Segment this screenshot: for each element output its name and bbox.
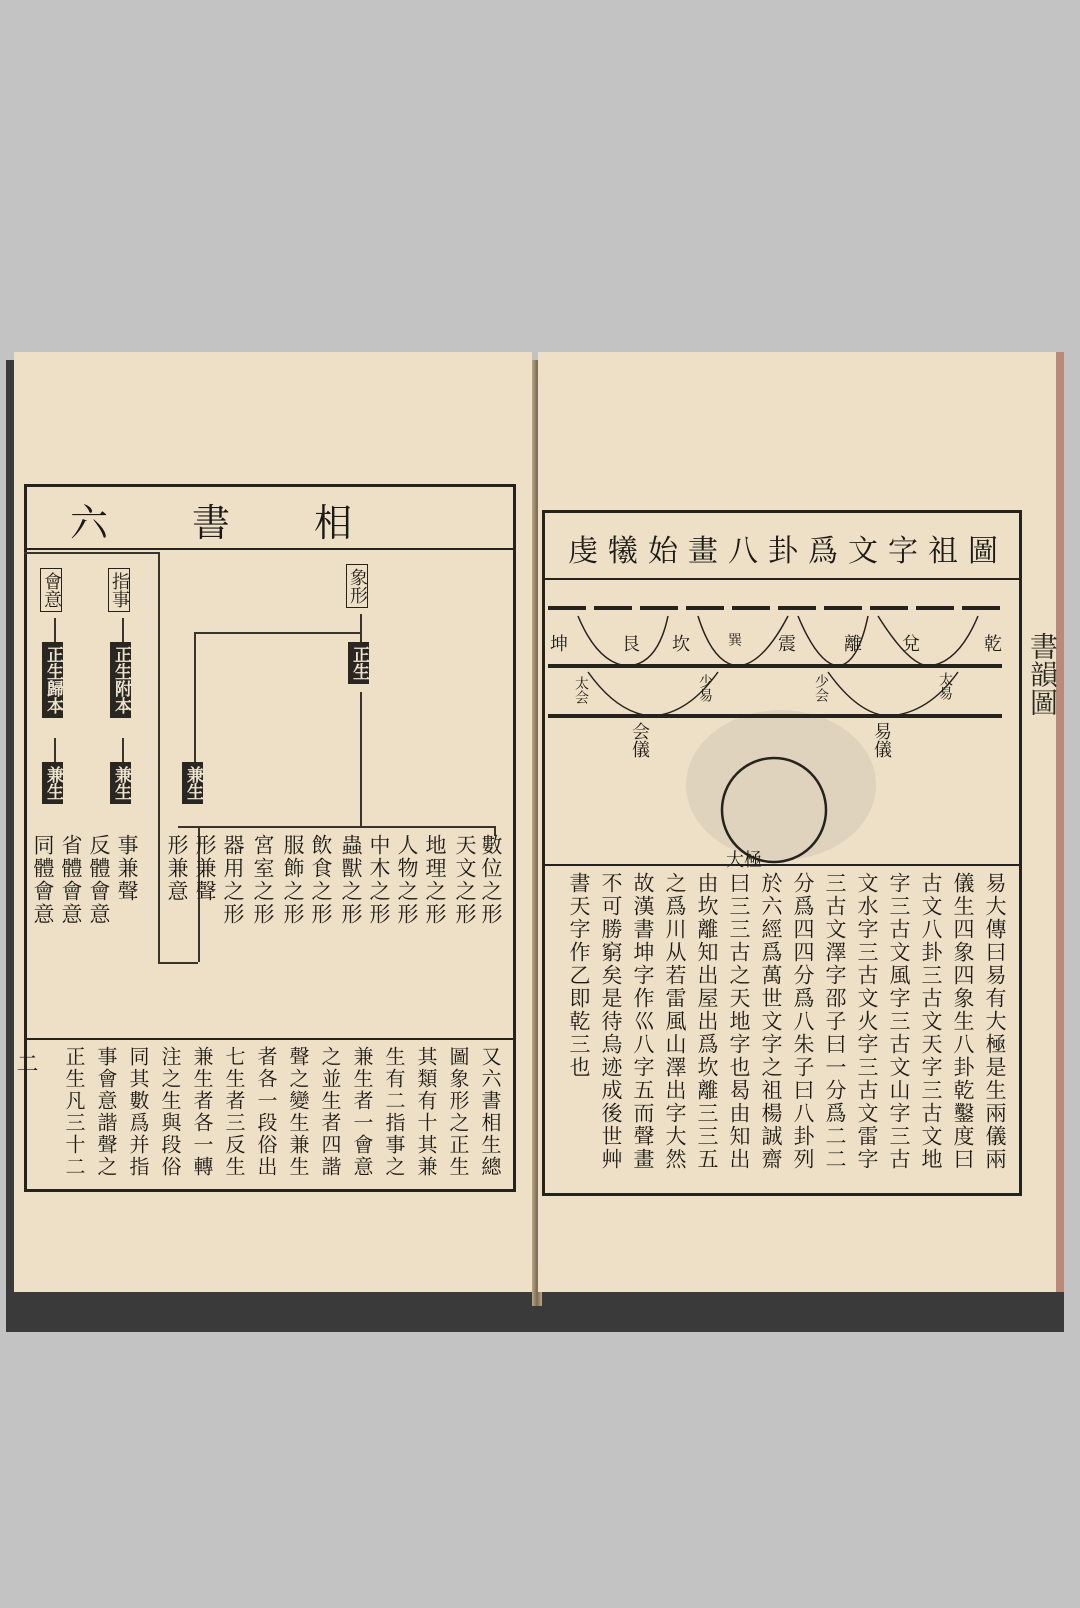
image-taiyi: 太易 — [937, 672, 953, 700]
text-column: 故漢書坤字作巛八字五而聲畫 — [631, 872, 655, 1171]
text-column: 儀生四象四象生八卦乾鑿度曰 — [951, 872, 975, 1171]
trigram-diagram — [538, 592, 1016, 864]
text-column: 書天字作乙即乾三也 — [567, 872, 591, 1079]
trigram-qian: 乾 — [984, 634, 1002, 655]
trigram-gen: 艮 — [622, 634, 640, 655]
column-text: 形兼聲 — [193, 834, 217, 903]
column-text: 蟲獸之形 — [339, 834, 363, 926]
left-page — [14, 352, 532, 1292]
text-column: 同其數爲并指 — [126, 1046, 150, 1178]
text-column: 事會意諧聲之 — [94, 1046, 118, 1178]
page-number: 二 — [13, 1052, 38, 1074]
trigram-kun: 坤 — [550, 634, 568, 655]
text-column: 圖象形之正生 — [446, 1046, 470, 1178]
huiyi-jian: 兼生 — [42, 762, 63, 804]
huiyi-col: 省體會意 — [59, 834, 83, 926]
text-column: 正生凡三十二 — [62, 1046, 86, 1178]
text-column: 古文八卦三古文天字三古文地 — [919, 872, 943, 1171]
zhishi-col: 事兼聲 — [115, 834, 139, 903]
text-column: 之並生者四諧 — [318, 1046, 342, 1178]
text-column: 於六經爲萬世文字之祖楊誠齋 — [759, 872, 783, 1171]
text-column: 文水字三古文火字三古文雷字 — [855, 872, 879, 1171]
text-column: 者各一段俗出 — [254, 1046, 278, 1178]
text-column: 字三古文風字三古文山字三古 — [887, 872, 911, 1171]
column-text: 器用之形 — [221, 834, 245, 926]
column-text: 數位之形 — [479, 834, 503, 926]
huiyi-label: 會意 — [40, 568, 62, 612]
text-column: 易大傳曰易有大極是生兩儀兩 — [983, 872, 1007, 1171]
right-page — [538, 352, 1059, 1292]
image-shaoyi: 少易 — [697, 674, 713, 702]
trigram-zhen: 震 — [778, 634, 796, 655]
huiyi-col: 同體會意 — [31, 834, 55, 926]
text-column: 分爲四四分爲八朱子曰八卦列 — [791, 872, 815, 1171]
text-column: 注之生與段俗 — [158, 1046, 182, 1178]
text-column: 由坎離知出屋出爲坎離三三五 — [695, 872, 719, 1171]
trigram-kan: 坎 — [672, 634, 690, 655]
mode-hui: 会儀 — [629, 722, 650, 758]
zhishi-zheng: 正生附本 — [110, 642, 131, 718]
zhishi-label: 指事 — [108, 568, 130, 612]
trigram-xun: 巽 — [728, 633, 742, 649]
column-text: 形兼意 — [165, 834, 189, 903]
column-text: 飲食之形 — [309, 834, 333, 926]
text-column: 其類有十其兼 — [414, 1046, 438, 1178]
column-text: 宮室之形 — [251, 834, 275, 926]
image-taihui: 太会 — [573, 676, 589, 704]
page-title: 虔犧始畫八卦爲文字祖圖 — [568, 534, 1008, 569]
xiangxing-label: 象形 — [346, 564, 368, 608]
text-column: 生有二指事之 — [382, 1046, 406, 1178]
text-column: 兼生者一會意 — [350, 1046, 374, 1178]
zhishi-jian: 兼生 — [110, 762, 131, 804]
text-column: 兼生者各一轉 — [190, 1046, 214, 1178]
column-text: 人物之形 — [395, 834, 419, 926]
mode-yi: 易儀 — [871, 722, 892, 758]
column-text: 中木之形 — [367, 834, 391, 926]
text-column: 三古文澤字邵子曰一分爲二二 — [823, 872, 847, 1171]
text-column: 之爲川从若雷風山澤出字大然 — [663, 872, 687, 1171]
column-text: 服飾之形 — [281, 834, 305, 926]
trigram-li: 離 — [844, 634, 862, 655]
text-column: 聲之變生兼生 — [286, 1046, 310, 1178]
xiangxing-jian: 兼生 — [182, 762, 203, 804]
text-column: 不可勝窮矣是待烏迹成後世艸 — [599, 872, 623, 1171]
taiji-label: 大極 — [726, 850, 762, 871]
margin-title: 書韻圖 — [1026, 632, 1059, 716]
page-title: 六書相 — [70, 501, 437, 545]
column-text: 天文之形 — [453, 834, 477, 926]
xiangxing-zheng: 正生 — [348, 642, 369, 684]
zhishi-col: 反體會意 — [87, 834, 111, 926]
image-shaohui: 少会 — [813, 674, 829, 702]
column-text: 地理之形 — [423, 834, 447, 926]
text-column: 又六書相生總 — [478, 1046, 502, 1178]
text-column: 七生者三反生 — [222, 1046, 246, 1178]
trigram-dui: 兌 — [902, 634, 920, 655]
text-column: 曰三三古之天地字也曷由知出 — [727, 872, 751, 1171]
huiyi-zheng: 正生歸本 — [42, 642, 63, 718]
